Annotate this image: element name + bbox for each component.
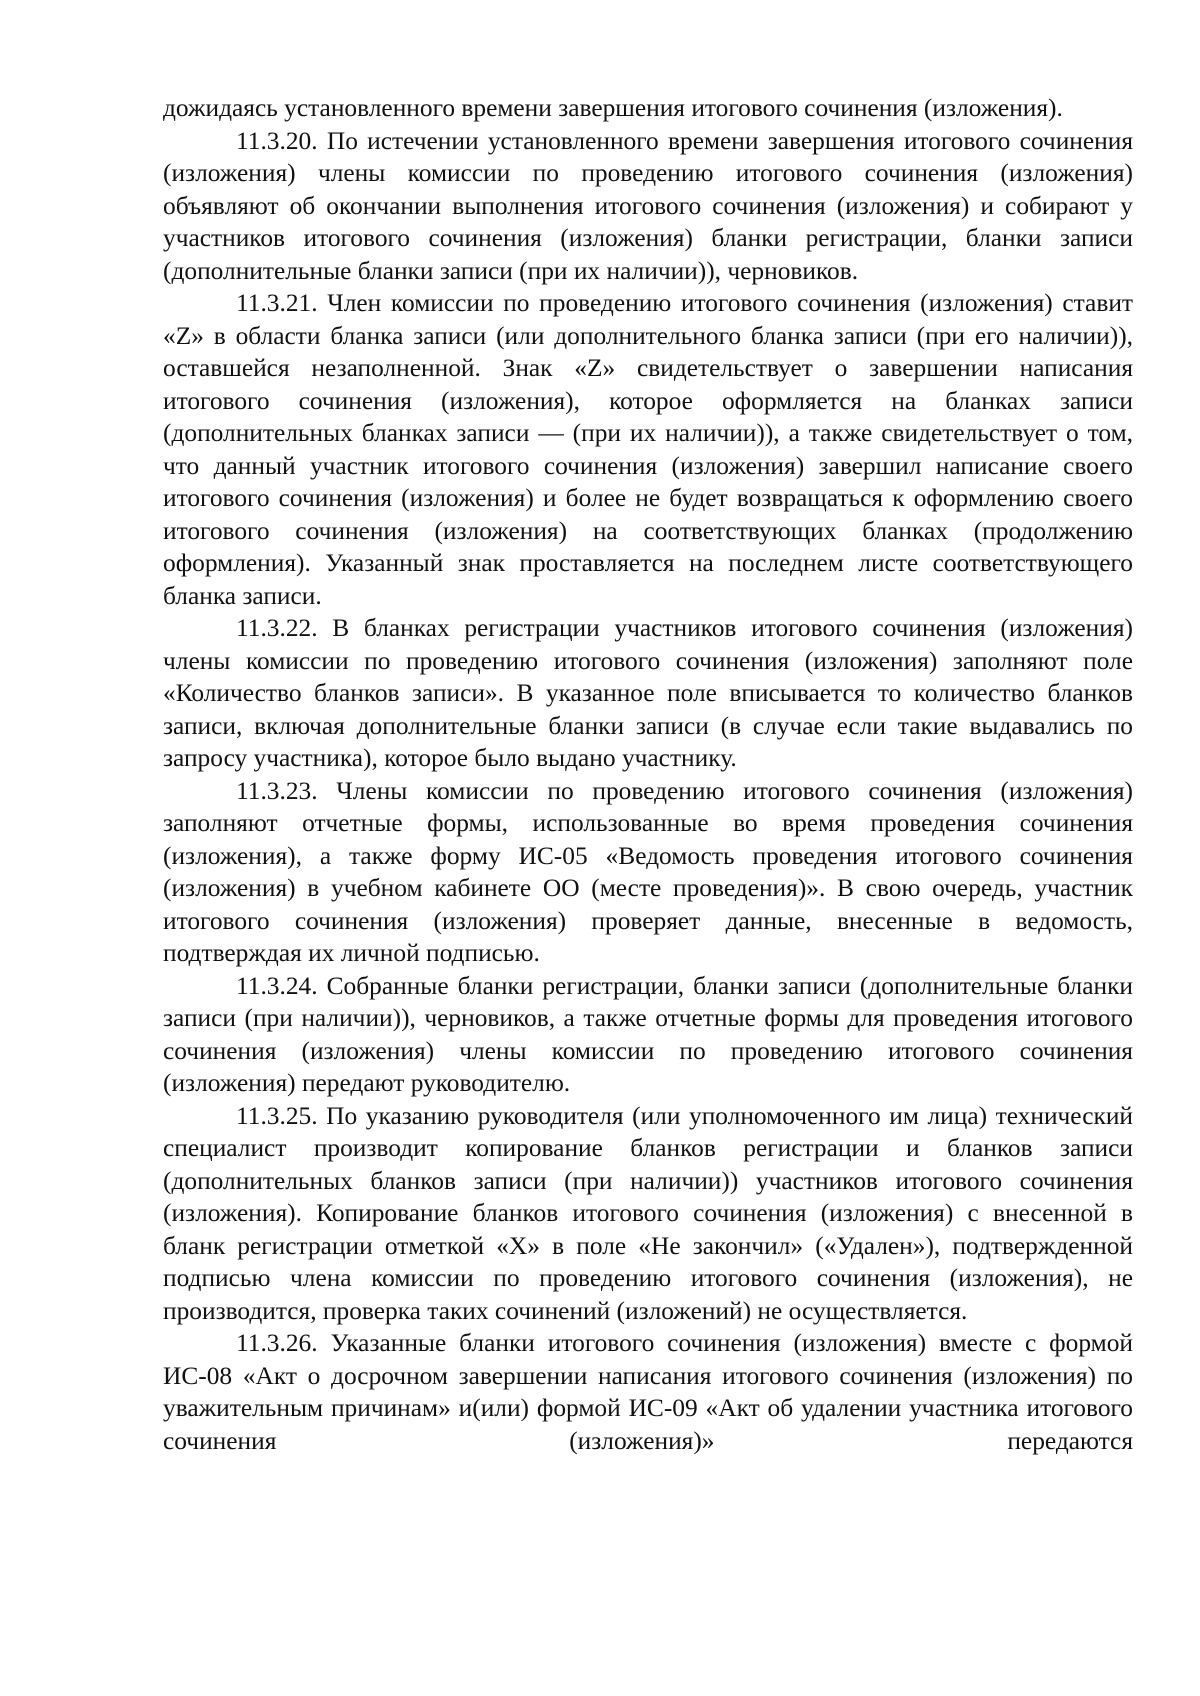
paragraph-continuation: дожидаясь установленного времени завершения итогового сочинения (изложения). (163, 94, 1063, 122)
paragraph-11-3-21: 11.3.21. Член комиссии по проведению итогового сочинения (изложения) ставит «Z» в области бланка записи (или дополнительного бланка записи (при его наличии)), оставшейся незаполненной. Знак «Z» свидетельствует о завершении написания итогового сочинения (изложения), которое оформляется на бланках записи (дополнительных бланках записи — (при их наличии)), а также свидетельствует о том, что данный участник итогового сочинения (изложения) завершил написание своего итогового сочинения (изложения) и более не будет возвращаться к оформлению своего итогового сочинения (изложения) на соответствующих бланках (продолжению оформления). Указанный знак проставляется на последнем листе соответствующего бланка записи. (163, 289, 1133, 610)
paragraph-11-3-26: 11.3.26. Указанные бланки итогового сочинения (изложения) вместе с формой ИС-08 «Акт о досрочном завершении написания итогового сочинения (изложения) по уважительным причинам» и(или) формой ИС-09 «Акт об удалении участника итогового сочинения (изложения)» передаются (163, 1329, 1133, 1455)
paragraph-11-3-24: 11.3.24. Собранные бланки регистрации, бланки записи (дополнительные бланки записи (при наличии)), черновиков, а также отчетные формы для проведения итогового сочинения (изложения) члены комиссии по проведению итогового сочинения (изложения) передают руководителю. (163, 971, 1133, 1097)
paragraph-11-3-23: 11.3.23. Члены комиссии по проведению итогового сочинения (изложения) заполняют отчетные формы, использованные во время проведения сочинения (изложения), а также форму ИС-05 «Ведомость проведения итогового сочинения (изложения) в учебном кабинете ОО (месте проведения)». В свою очередь, участник итогового сочинения (изложения) проверяет данные, внесенные в ведомость, подтверждая их личной подписью. (163, 776, 1133, 967)
document-page (163, 92, 1133, 1457)
paragraph-11-3-22: 11.3.22. В бланках регистрации участников итогового сочинения (изложения) члены комиссии по проведению итогового сочинения (изложения) заполняют поле «Количество бланков записи». В указанное поле вписывается то количество бланков записи, включая дополнительные бланки записи (в случае если такие выдавались по запросу участника), которое было выдано участнику. (163, 614, 1133, 772)
paragraph-11-3-20: 11.3.20. По истечении установленного времени завершения итогового сочинения (изложения) члены комиссии по проведению итогового сочинения (изложения) объявляют об окончании выполнения итогового сочинения (изложения) и собирают у участников итогового сочинения (изложения) бланки регистрации, бланки записи (дополнительные бланки записи (при их наличии)), черновиков. (163, 126, 1133, 285)
paragraph-11-3-25: 11.3.25. По указанию руководителя (или уполномоченного им лица) технический специалист производит копирование бланков регистрации и бланков записи (дополнительных бланков записи (при наличии)) участников итогового сочинения (изложения). Копирование бланков итогового сочинения (изложения) с внесенной в бланк регистрации отметкой «X» в поле «Не закончил» («Удален»), подтвержденной подписью члена комиссии по проведению итогового сочинения (изложения), не производится, проверка таких сочинений (изложений) не осуществляется. (163, 1101, 1133, 1325)
